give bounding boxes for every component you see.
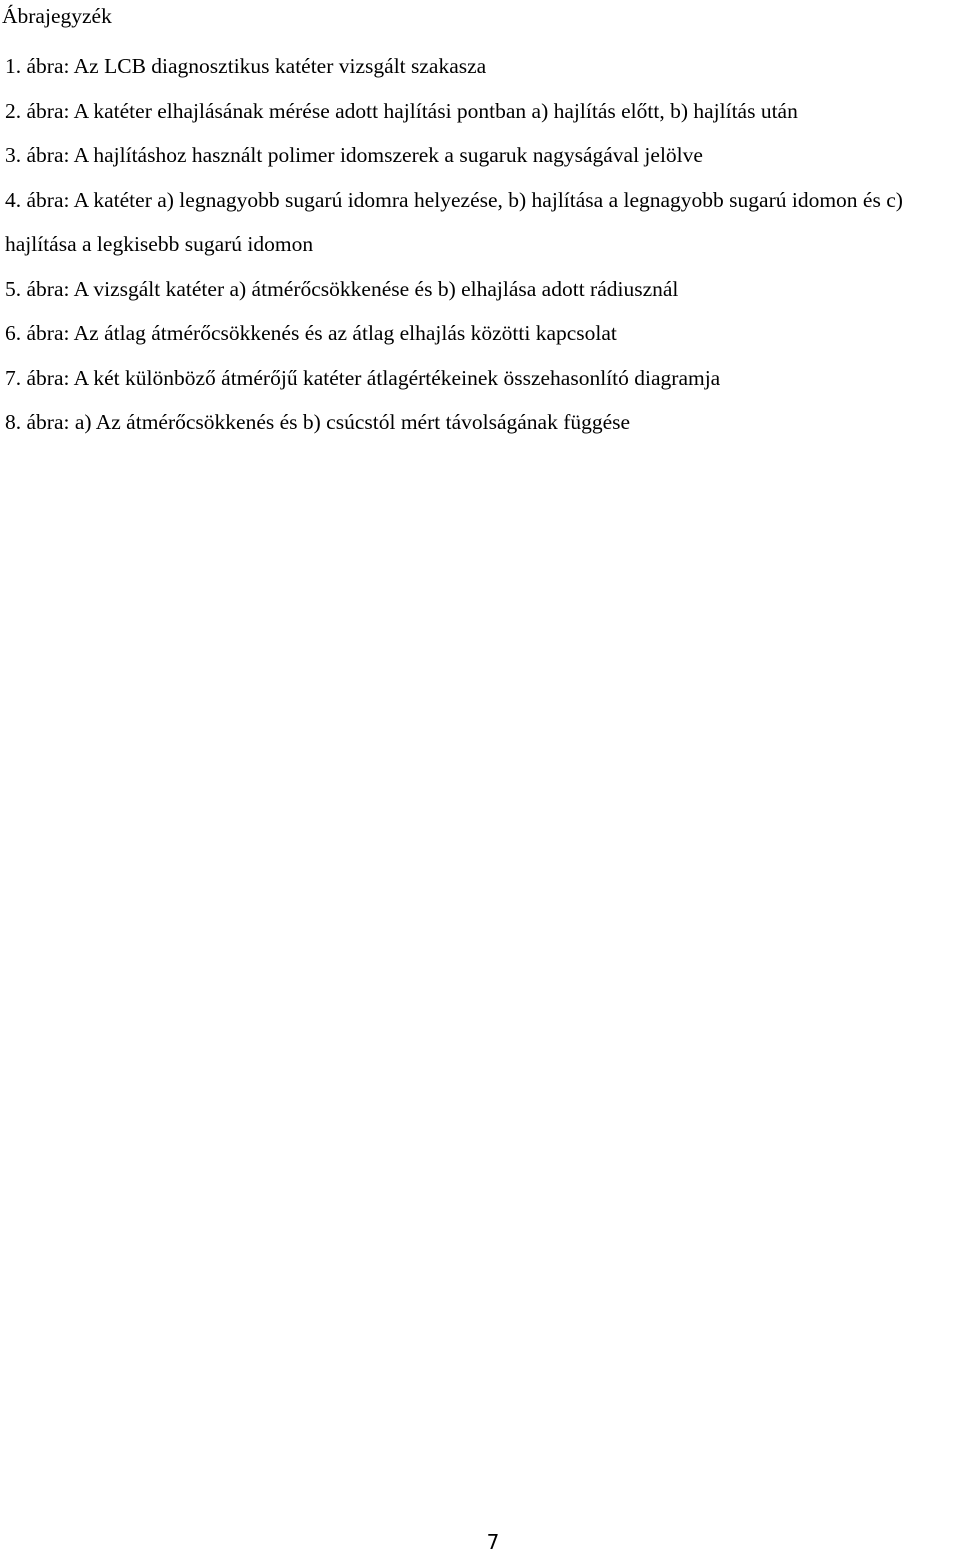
figure-entry-4: 4. ábra: A katéter a) legnagyobb sugarú idomra helyezése, b) hajlítása a legnagyobb sugarú idomon és c) hajlítása a legkisebb sugarú idomon: [5, 187, 903, 256]
page-number: 7: [486, 1530, 500, 1554]
figure-entry-3: 3. ábra: A hajlításhoz használt polimer idomszerek a sugaruk nagyságával jelölve: [5, 143, 703, 167]
figure-entry-8: 8. ábra: a) Az átmérőcsökkenés és b) csúcstól mért távolságának függése: [5, 410, 631, 434]
figure-list: [0, 44, 960, 445]
figure-entry-6: 6. ábra: Az átlag átmérőcsökkenés és az átlag elhajlás közötti kapcsolat: [5, 321, 617, 345]
figure-entry-7: 7. ábra: A két különböző átmérőjű katéter átlagértékeinek összehasonlító diagramja: [5, 365, 721, 390]
figure-entry-2: 2. ábra: A katéter elhajlásának mérése adott hajlítási pontban a) hajlítás előtt, b) hajlítás után: [5, 98, 798, 123]
figure-entry-5: 5. ábra: A vizsgált katéter a) átmérőcsökkenése és b) elhajlása adott rádiusznál: [5, 276, 679, 301]
figure-entry-1: 1. ábra: Az LCB diagnosztikus katéter vizsgált szakasza: [5, 54, 487, 78]
list-of-figures-heading: Ábrajegyzék: [2, 4, 112, 28]
